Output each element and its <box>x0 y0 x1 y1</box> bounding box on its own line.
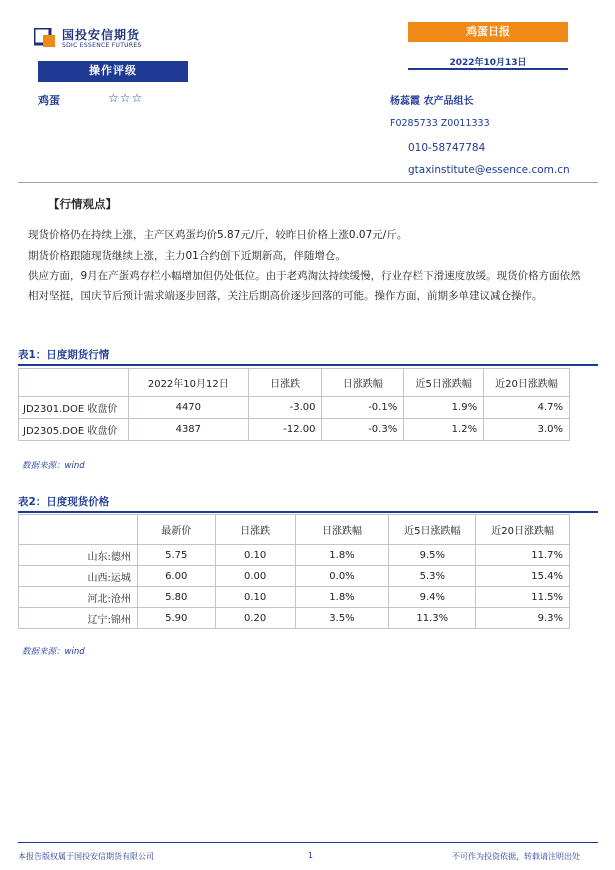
paragraph-futures: 期货价格跟随现货继续上涨，主力01合约创下近期新高，伴随增仓。 <box>28 250 346 262</box>
table-header-cell: 近20日涨跌幅 <box>484 369 570 397</box>
table1-rule <box>18 364 598 366</box>
table-header-cell: 日涨跌幅 <box>322 369 404 397</box>
table-header-cell <box>19 369 129 397</box>
table2-title: 表2：日度现货价格 <box>18 496 110 508</box>
table1-title: 表1：日度期货行情 <box>18 349 110 361</box>
report-date: 2022年10月13日 <box>449 58 527 68</box>
table-cell: 1.8% <box>295 587 389 608</box>
table-cell: 0.10 <box>215 587 295 608</box>
table-cell: JD2305.DOE 收盘价 <box>19 419 129 441</box>
table-cell: 1.2% <box>404 419 484 441</box>
header-separator <box>18 182 598 183</box>
futures-table <box>18 368 570 441</box>
spot-price-table <box>18 514 570 629</box>
table-cell: 4470 <box>128 397 248 419</box>
table-row <box>19 608 570 629</box>
table-header-cell: 日涨跌幅 <box>295 515 389 545</box>
table-cell: -3.00 <box>248 397 322 419</box>
table-cell: 5.75 <box>137 545 215 566</box>
table-header-row <box>19 515 570 545</box>
table-header-row <box>19 369 570 397</box>
table-cell: 0.20 <box>215 608 295 629</box>
report-title: 鸡蛋日报 <box>408 22 568 42</box>
rating-label: 操作评级 <box>38 61 188 80</box>
table-cell: 0.10 <box>215 545 295 566</box>
table-cell: 山西:运城 <box>19 566 138 587</box>
table-header-cell: 最新价 <box>137 515 215 545</box>
table-cell: 11.7% <box>476 545 570 566</box>
table-cell: 6.00 <box>137 566 215 587</box>
table-row <box>19 545 570 566</box>
table-header-cell: 近5日涨跌幅 <box>389 515 476 545</box>
company-logo-icon <box>34 28 56 48</box>
table-cell: 9.4% <box>389 587 476 608</box>
table-cell: 5.80 <box>137 587 215 608</box>
table2-rule <box>18 511 598 513</box>
table1-source: 数据来源：wind <box>22 461 85 471</box>
table-cell: 9.5% <box>389 545 476 566</box>
table-header-cell: 2022年10月12日 <box>128 369 248 397</box>
table-cell: 山东:德州 <box>19 545 138 566</box>
footer-rule <box>18 842 598 843</box>
table-cell: 9.3% <box>476 608 570 629</box>
rating-underline <box>38 80 188 82</box>
table-cell: 3.5% <box>295 608 389 629</box>
table-cell: 15.4% <box>476 566 570 587</box>
logo-name-en: SDIC ESSENCE FUTURES <box>62 42 142 49</box>
footer-disclaimer: 不可作为投资依据，转载请注明出处 <box>452 852 580 861</box>
page-number: 1 <box>308 851 314 860</box>
table-header-cell: 近20日涨跌幅 <box>476 515 570 545</box>
table-cell: -0.1% <box>322 397 404 419</box>
table-cell: -12.00 <box>248 419 322 441</box>
table-cell: JD2301.DOE 收盘价 <box>19 397 129 419</box>
table-row <box>19 397 570 419</box>
table-cell: 5.3% <box>389 566 476 587</box>
table-cell: 3.0% <box>484 419 570 441</box>
section-title-market-view: 【行情观点】 <box>48 197 117 211</box>
table-header-cell: 近5日涨跌幅 <box>404 369 484 397</box>
table-cell: 1.9% <box>404 397 484 419</box>
product-name: 鸡蛋 <box>38 94 60 107</box>
table-cell: 河北:沧州 <box>19 587 138 608</box>
logo-name-cn: 国投安信期货 <box>62 28 141 42</box>
table-row <box>19 419 570 441</box>
table-header-cell: 日涨跌 <box>248 369 322 397</box>
paragraph-spot: 现货价格仍在持续上涨，主产区鸡蛋均价5.87元/斤，较昨日价格上涨0.07元/斤。 <box>28 229 408 241</box>
table-header-cell <box>19 515 138 545</box>
table-header-cell: 日涨跌 <box>215 515 295 545</box>
table-cell: 11.5% <box>476 587 570 608</box>
table-cell: 5.90 <box>137 608 215 629</box>
analyst-name: 杨蕊霞 农产品组长 <box>390 96 474 107</box>
contact-email[interactable]: gtaxinstitute@essence.com.cn <box>408 164 570 176</box>
table-cell: 辽宁:锦州 <box>19 608 138 629</box>
contact-phone: 010-58747784 <box>408 142 486 154</box>
date-underline <box>408 68 568 70</box>
table-cell: 11.3% <box>389 608 476 629</box>
table-row <box>19 566 570 587</box>
table-cell: 4387 <box>128 419 248 441</box>
paragraph-supply: 供应方面，9月在产蛋鸡存栏小幅增加但仍处低位。由于老鸡淘汰持续缓慢，行业存栏下滑速度放缓。现货价格方面依然相对坚挺，国庆节后预计需求端逐步回落，关注后期高价逐步回落的可能。操作方面，前期多单建议减仓操作。 <box>28 270 581 302</box>
table-cell: 1.8% <box>295 545 389 566</box>
table-row <box>19 587 570 608</box>
table-cell: 4.7% <box>484 397 570 419</box>
analyst-license: F0285733 Z0011333 <box>390 118 490 129</box>
table-cell: 0.0% <box>295 566 389 587</box>
table-cell: 0.00 <box>215 566 295 587</box>
table-cell: -0.3% <box>322 419 404 441</box>
table2-source: 数据来源：wind <box>22 647 85 657</box>
rating-stars: ☆☆☆ <box>108 91 144 105</box>
footer-copyright: 本报告版权属于国投安信期货有限公司 <box>18 852 154 861</box>
